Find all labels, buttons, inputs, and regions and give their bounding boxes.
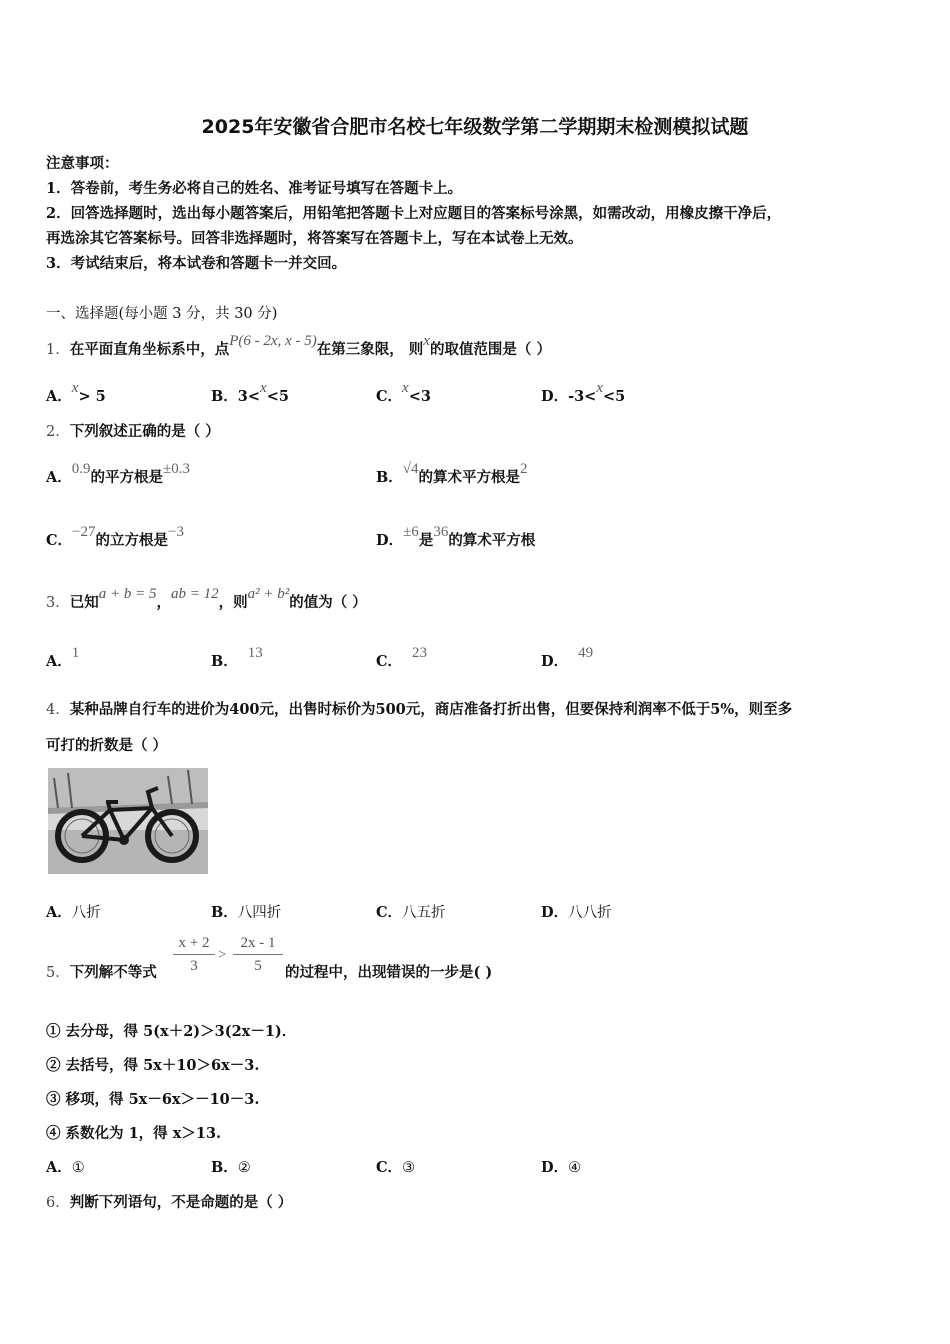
question-text: 的过程中，出现错误的一步是( ) bbox=[285, 964, 493, 981]
question-text: 已知 bbox=[69, 594, 99, 611]
question-text: 的值为（ ） bbox=[289, 594, 367, 611]
fraction-denominator: 5 bbox=[254, 958, 262, 974]
question-6 bbox=[46, 1191, 292, 1212]
option-letter: A． bbox=[46, 1159, 72, 1176]
option-letter: C． bbox=[376, 904, 403, 921]
question-text: ，则 bbox=[218, 594, 248, 611]
option-letter: D． bbox=[541, 653, 569, 670]
option-letter: D． bbox=[376, 532, 404, 549]
option-text: <5 bbox=[266, 388, 289, 405]
option-text: 的算术平方根是 bbox=[418, 469, 520, 486]
q4-option-c bbox=[376, 901, 446, 922]
option-letter: D． bbox=[541, 904, 569, 921]
option-text: 的平方根是 bbox=[90, 469, 164, 486]
question-number: 3． bbox=[46, 595, 70, 611]
q5-option-c bbox=[376, 1156, 415, 1177]
option-text: -3< bbox=[568, 388, 597, 405]
option-value: 23 bbox=[412, 645, 428, 661]
math-expression: 2 bbox=[520, 461, 528, 477]
q4-option-b bbox=[211, 901, 281, 922]
question-number: 5． bbox=[46, 965, 70, 981]
option-letter: D． bbox=[541, 388, 569, 405]
fraction-numerator: 2x - 1 bbox=[233, 935, 283, 955]
exam-title: 2025年安徽省合肥市名校七年级数学第二学期期末检测模拟试题 bbox=[201, 116, 749, 138]
question-3 bbox=[46, 586, 367, 612]
q5-option-d bbox=[541, 1156, 581, 1177]
question-4-cont: 可打的折数是（ ） bbox=[46, 737, 168, 754]
notice-heading: 注意事项： bbox=[46, 155, 119, 172]
option-value: ① bbox=[71, 1160, 85, 1176]
question-text: ， bbox=[156, 594, 171, 611]
option-letter: C． bbox=[376, 1159, 403, 1176]
math-expression: ab = 12 bbox=[170, 586, 219, 602]
option-value: 八八折 bbox=[568, 905, 612, 921]
q2-option-d bbox=[376, 524, 536, 550]
q3-option-d bbox=[541, 645, 594, 671]
option-letter: C． bbox=[46, 532, 73, 549]
math-expression: −3 bbox=[168, 524, 184, 540]
option-letter: B． bbox=[211, 1159, 238, 1176]
fraction-denominator: 3 bbox=[190, 958, 198, 974]
math-expression: ±6 bbox=[403, 524, 419, 540]
q2-option-a bbox=[46, 461, 190, 487]
option-letter: B． bbox=[376, 469, 403, 486]
notice-item-1: 1．答卷前，考生务必将自己的姓名、准考证号填写在答题卡上。 bbox=[46, 180, 463, 197]
option-value: 1 bbox=[71, 645, 80, 661]
notice-item-2-cont: 再选涂其它答案标号。回答非选择题时，将答案写在答题卡上，写在本试卷上无效。 bbox=[46, 230, 583, 247]
question-1 bbox=[46, 333, 551, 359]
fraction-numerator: x + 2 bbox=[173, 935, 215, 955]
option-text: 的立方根是 bbox=[95, 532, 169, 549]
option-value: 八折 bbox=[71, 905, 101, 921]
q1-option-a bbox=[46, 380, 106, 406]
math-expression: P(6 - 2x, x - 5) bbox=[229, 333, 317, 349]
option-value: 八四折 bbox=[237, 905, 282, 921]
question-text: 下列解不等式 bbox=[69, 964, 157, 981]
notice-item-2: 2．回答选择题时，选出每小题答案后，用铅笔把答题卡上对应题目的答案标号涂黑，如需改动，用橡皮擦干净后， bbox=[46, 205, 782, 222]
question-text: 在第三象限， 则 bbox=[316, 341, 424, 358]
option-value: 49 bbox=[578, 645, 594, 661]
option-value: ④ bbox=[568, 1160, 582, 1176]
q1-option-b bbox=[211, 380, 289, 406]
option-letter: A． bbox=[46, 904, 72, 921]
option-letter: B． bbox=[211, 904, 238, 921]
q2-option-c bbox=[46, 524, 184, 550]
q3-option-a bbox=[46, 645, 80, 671]
bicycle-illustration bbox=[48, 768, 208, 874]
math-variable: x bbox=[596, 380, 604, 396]
q5-step-1: ① 去分母，得 5(x＋2)＞3(2x－1)． bbox=[46, 1023, 297, 1040]
fraction-left bbox=[173, 935, 215, 975]
q4-option-d bbox=[541, 901, 612, 922]
question-4 bbox=[46, 698, 792, 719]
question-text: 在平面直角坐标系中，点 bbox=[69, 341, 230, 358]
question-text: 某种品牌自行车的进价为400元，出售时标价为500元，商店准备打折出售，但要保持利润率不低于5%，则至多 bbox=[69, 701, 793, 718]
math-variable: x bbox=[71, 380, 79, 396]
math-expression: 0.9 bbox=[71, 461, 91, 477]
q1-option-d bbox=[541, 380, 626, 406]
math-expression: √4 bbox=[402, 461, 419, 477]
question-number: 4． bbox=[46, 702, 70, 718]
option-letter: C． bbox=[376, 388, 403, 405]
option-letter: C． bbox=[376, 653, 403, 670]
option-value: 13 bbox=[247, 645, 263, 661]
option-letter: B． bbox=[211, 388, 238, 405]
option-text: <5 bbox=[603, 388, 626, 405]
option-value: ③ bbox=[402, 1160, 416, 1176]
question-number: 6． bbox=[46, 1195, 70, 1211]
question-text: 的取值范围是（ ） bbox=[429, 341, 551, 358]
q5-option-a bbox=[46, 1156, 85, 1177]
question-2 bbox=[46, 420, 220, 441]
q5-step-4: ④ 系数化为 1，得 x＞13. bbox=[46, 1125, 222, 1142]
math-expression: −27 bbox=[72, 524, 96, 540]
option-letter: A． bbox=[46, 388, 72, 405]
option-text: <3 bbox=[408, 388, 431, 405]
question-5 bbox=[46, 961, 157, 982]
math-expression: ±0.3 bbox=[163, 461, 190, 477]
option-letter: D． bbox=[541, 1159, 569, 1176]
fraction-right bbox=[233, 935, 283, 975]
q5-option-b bbox=[211, 1156, 251, 1177]
option-value: ② bbox=[237, 1160, 251, 1176]
q3-option-b bbox=[211, 645, 263, 671]
math-variable: x bbox=[402, 380, 409, 396]
section-heading: 一、选择题(每小题 3 分，共 30 分) bbox=[46, 306, 278, 322]
greater-than-sign: > bbox=[218, 947, 227, 963]
math-expression: a² + b² bbox=[247, 586, 290, 602]
q3-option-c bbox=[376, 645, 428, 671]
notice-item-3: 3．考试结束后，将本试卷和答题卡一并交回。 bbox=[46, 255, 347, 272]
question-text: 下列叙述正确的是（ ） bbox=[69, 423, 220, 440]
q1-option-c bbox=[376, 380, 431, 406]
option-value: 八五折 bbox=[402, 905, 446, 921]
math-expression: 36 bbox=[433, 524, 449, 540]
math-variable: x bbox=[423, 333, 430, 349]
option-letter: A． bbox=[46, 653, 72, 670]
option-text: 的算术平方根 bbox=[448, 532, 536, 549]
q5-step-2: ② 去括号，得 5x＋10＞6x－3. bbox=[46, 1057, 260, 1074]
question-text: 判断下列语句，不是命题的是（ ） bbox=[69, 1194, 293, 1211]
math-expression: a + b = 5 bbox=[98, 586, 157, 602]
option-text: 是 bbox=[418, 532, 434, 549]
q2-option-b bbox=[376, 461, 528, 487]
option-letter: A． bbox=[46, 469, 72, 486]
math-variable: x bbox=[260, 380, 267, 396]
option-text: > 5 bbox=[78, 388, 106, 405]
q4-option-a bbox=[46, 901, 101, 922]
bicycle-photo bbox=[48, 768, 208, 874]
question-number: 1． bbox=[46, 342, 70, 358]
option-text: 3< bbox=[237, 388, 261, 405]
question-number: 2． bbox=[46, 424, 70, 440]
option-letter: B． bbox=[211, 653, 238, 670]
q5-step-3: ③ 移项，得 5x－6x＞－10－3. bbox=[46, 1091, 260, 1108]
